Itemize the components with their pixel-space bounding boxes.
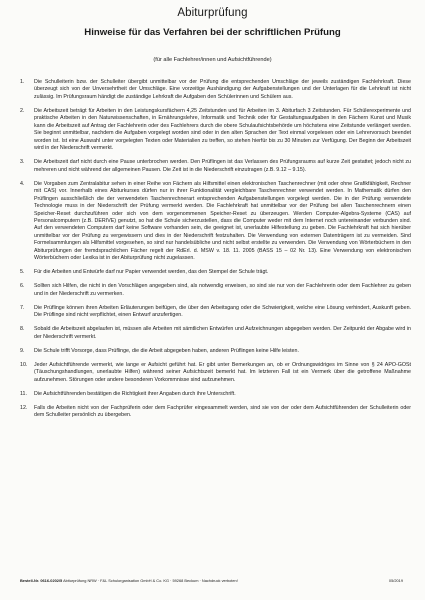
rule-number: 8. [20,326,25,333]
rule-text: Die Arbeitszeit darf nicht durch eine Pause unterbrochen werden. Den Prüflingen ist das Verlassen des Prüfungsraums auf kurze Zeit gestattet; jedoch nicht zu mehreren und nicht während der allgemeinen Pausen. Die Zeit ist in die Niederschrift einzutragen (z.B. 9.12 – 9.15). [34,159,411,173]
footer-left [20,578,238,583]
rule-item [20,108,411,153]
rule-item [20,391,411,398]
rule-number: 7. [20,304,25,311]
rule-number: 9. [20,347,25,354]
rule-item [20,405,411,420]
rule-text: Die Aufsichtführenden bestätigen die Richtigkeit ihrer Angaben durch ihre Unterschrift. [34,390,236,397]
rule-number: 6. [20,283,25,290]
rule-number: 5. [20,269,25,276]
rule-number: 12. [20,404,28,411]
page-title: Abiturprüfung [177,7,248,19]
rule-text: Die Vorgaben zum Zentralabitur sehen in einer Reihe von Fächern als Hilfsmittel einen elektronischen Taschenrechner (mit oder ohne Grafikfähigkeit, Rechner mit CAS) vor. Innerhalb eines Abiturkurses dürfen nur in ihrer Funktionalität vergleichbare Taschenrechner verwendet werden. In Mathematik dürfen den Prüflingen ausschließlich die der verwendeten Taschenrechnerart entsprechenden Aufgabenstellungen vorgelegt werden. Die in der Prüfung verwendete Technologie muss in der Niederschrift der Prüfung vermerkt werden. Die Fachlehrkraft hat unmittelbar vor der Prüfung bei allen Taschenrechnern einen Speicher-Reset durchzuführen oder sich von dem vorgenommenen Speicher-Reset zu überzeugen. Werden Computer-Algebra-Systeme (CAS) auf Personalcomputern (z.B. DERIVE) genutzt, so hat die Schule sicherzustellen, dass die Computer weder mit dem Internet noch untereinander verbunden sind. Auf den verwendeten Computern darf keine Software vorhanden sein, die geeignet ist, unerlaubte Hilfestellung zu geben. Die Fachlehrkraft hat sich hierüber unmittelbar vor der Prüfung zu vergewissern und dies in der Niederschrift festzuhalten. Die Verwendung von externen Datenträgern ist zu vermeiden. Sind Formelsammlungen als Hilfsmittel vorgesehen, so sind nur handelsübliche und nicht selbst erstellte zu verwenden. Die Verwendung von Wörterbüchern in den Abiturprüfungen der fremdsprachlichen Fächer regelt der RdErl. d. MSW v. 18. 11. 2005 (BASS 15 – 02 Nr. 13). Eine Verwendung von elektronischen Wörterbüchern oder Lexika ist in der Abiturprüfung nicht zugelassen. [34,180,411,262]
order-number: Bestell-Nr. 0616-0202/5 [20,578,63,583]
rule-text: Sobald die Arbeitszeit abgelaufen ist, müssen alle Arbeiten mit sämtlichen Entwürfen und Aufzeichnungen abgegeben werden. Der Zeitpunkt der Abgabe wird in der Niederschrift vermerkt. [34,326,411,340]
rule-number: 4. [20,180,25,187]
rule-item [20,79,411,101]
publisher-line: Abiturprüfung NRW · F&L Schulorganisation GmbH & Co. KG · 59268 Beckum · Nachdruck verboten! [63,578,238,583]
rule-text: Die Schule trifft Vorsorge, dass Prüflinge, die die Arbeit abgegeben haben, anderen Prüflingen keine Hilfe leisten. [34,347,299,354]
footer-date: 05/2019 [388,578,403,583]
rule-text: Die Arbeitszeit beträgt für Arbeiten in den Leistungskursfächern 4,25 Zeitstunden und für Arbeiten im 3. Abiturfach 3 Zeitstunden. Für Schülerexperimente und praktische Arbeiten in den Naturwissenschaften, in Ernährungslehre, Informatik und Technik oder für Gestaltungsaufgaben in den Fächern Kunst und Musik kann die Arbeitszeit auf Antrag der Fachlehrerin oder des Fachlehrers durch die obere Schulaufsichtsbehörde um höchstens eine Zeitstunde verlängert werden. Sie beginnt unmittelbar, nachdem die Aufgaben vorgelegt worden sind oder in den alten Sprachen der Text einmal vorgelesen oder ein Lehrervorsuch beendet worden ist. Ist eine Auswahl unter vorgelegten Texten oder Materialien zu treffen, so stehen hierfür bis zu 30 Minuten zur Verfügung. Der Beginn der Arbeitszeit wird in der Niederschrift vermerkt. [34,107,411,152]
rule-item [20,181,411,263]
rule-item [20,305,411,320]
rule-item [20,283,411,298]
rule-text: Die Prüflinge können ihren Arbeiten Erläuterungen beifügen, die über den Arbeitsgang oder die Schwierigkeit, welche eine Lösung verhindert, Auskunft geben. Die Prüflinge sind nicht verpflichtet, einen Entwurf anzufertigen. [34,304,411,319]
rule-item [20,269,411,276]
rule-text: Sollten sich Hilfen, die nicht in den Vorschlägen angegeben sind, als notwendig erweisen, so sind sie nur von der Fachlehrerin oder dem Fachlehrer zu geben und in der Niederschrift zu vermerken. [34,283,411,297]
rule-item [20,348,411,355]
rules-list [20,79,411,426]
rule-number: 2. [20,107,25,114]
rule-text: Jeder Aufsichtführende vermerkt, wie lange er Aufsicht geführt hat. Er gibt unter Bemerkungen an, ob er Ordnungswidriges im Sinne von § 24 APO-GOSt (Täuschungshandlungen, unerlaubte Hilfen) während seiner Aufsichtszeit bemerkt hat. Im letzteren Fall ist ein Vermerk über die getroffene Maßnahme aufzunehmen. Störungen oder andere besonderen Vorkommnisse sind aufzunehmen. [34,361,411,383]
rule-text: Die Schulleiterin bzw. der Schulleiter übergibt unmittelbar vor der Prüfung die entsprechenden Umschläge der jeweils zuständigen Fachlehrkraft. Diese überzeugt sich von der Unversehrtheit der Umschläge. Eine vorzeitige Aushändigung der Aufgabenstellungen und der Unterlagen für die Lehrkraft ist nicht zulässig. Im Prüfungsraum händigt die zuständige Lehrkraft die Aufgaben den Schülerinnen und Schülern aus. [34,79,411,100]
rule-item [20,326,411,341]
rule-item [20,362,411,384]
rule-number: 11. [20,390,27,397]
page-subtitle: Hinweise für das Verfahren bei der schriftlichen Prüfung [84,27,341,38]
rule-number: 1. [20,79,25,85]
rule-number: 3. [20,159,25,166]
rule-item [20,159,411,174]
rule-number: 10. [20,361,28,368]
audience-note: (für alle Fachlehrer/innen und Aufsichtführende) [153,57,272,63]
rule-text: Für die Arbeiten und Entwürfe darf nur Papier verwendet werden, das den Stempel der Schule trägt. [34,269,269,276]
rule-text: Falls die Arbeiten nicht von der Fachprüferin oder dem Fachprüfer eingesammelt werden, sind sie von der oder dem Aufsichtführenden der Schulleiterin oder dem Schulleiter persönlich zu übergeben. [34,404,411,419]
page-footer [20,578,403,583]
